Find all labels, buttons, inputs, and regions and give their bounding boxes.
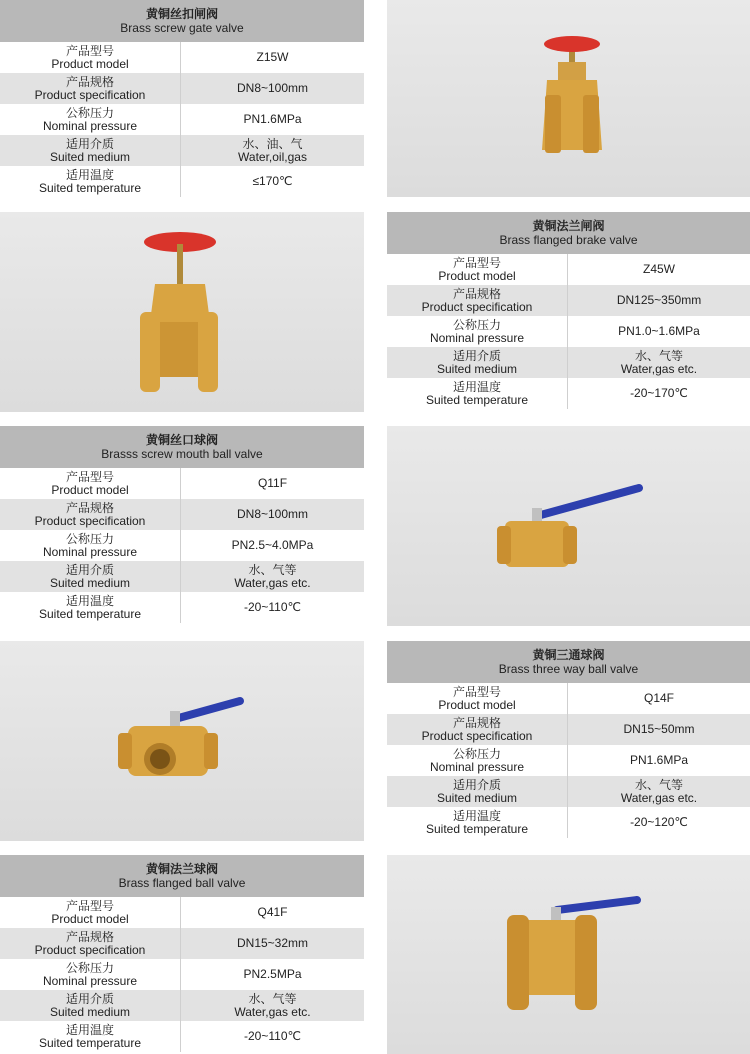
- spec-row-specification: [0, 73, 364, 104]
- spec-row-specification: [387, 285, 750, 316]
- label-zh: 产品规格: [65, 929, 114, 944]
- label-zh: 产品型号: [65, 43, 114, 58]
- label-en: Product model: [51, 56, 129, 71]
- label-zh: 适用介质: [65, 136, 114, 151]
- label-zh: 产品规格: [65, 74, 114, 89]
- label-zh: 适用介质: [65, 562, 114, 577]
- label-en: Product specification: [421, 299, 533, 314]
- spec-value: PN1.6MPa: [243, 112, 302, 126]
- product-photo-three-way-valve: [0, 641, 364, 841]
- spec-value: DN15~50mm: [623, 722, 695, 736]
- spec-value: -20~170℃: [630, 386, 688, 400]
- label-en: Product model: [438, 268, 516, 283]
- spec-table-header: [0, 0, 364, 42]
- spec-value-zh: 水、油、气: [242, 136, 303, 151]
- spec-value: Z45W: [642, 262, 675, 276]
- label-zh: 产品型号: [452, 255, 501, 270]
- spec-value: Q11F: [257, 476, 288, 490]
- spec-table-flanged-ball-valve: [0, 855, 364, 1052]
- spec-value-zh: 水、气等: [634, 348, 683, 363]
- label-en: Suited medium: [436, 361, 518, 376]
- spec-value: ≤170℃: [252, 174, 293, 188]
- label-en: Suited temperature: [38, 606, 142, 621]
- spec-value: Water,gas etc.: [620, 361, 698, 376]
- spec-table-header: [387, 641, 750, 683]
- spec-value: Water,gas etc.: [620, 790, 698, 805]
- product-name-zh: 黄铜三通球阀: [532, 648, 605, 662]
- label-zh: 产品规格: [452, 286, 501, 301]
- label-en: Nominal pressure: [42, 544, 138, 559]
- label-zh: 适用温度: [452, 808, 501, 823]
- spec-row-temperature: [0, 1021, 364, 1052]
- flanged-gate-valve-image: [0, 212, 364, 412]
- spec-value: DN125~350mm: [616, 293, 702, 307]
- label-zh: 适用介质: [452, 777, 501, 792]
- spec-table-ball-valve: [0, 426, 364, 623]
- spec-value: Q14F: [643, 691, 674, 705]
- label-en: Nominal pressure: [42, 973, 138, 988]
- product-name-en: Brasss screw mouth ball valve: [101, 447, 263, 461]
- label-zh: 适用温度: [65, 593, 114, 608]
- label-zh: 产品型号: [65, 898, 114, 913]
- label-zh: 产品型号: [452, 684, 501, 699]
- label-zh: 产品型号: [65, 469, 114, 484]
- spec-table-header: [0, 426, 364, 468]
- spec-row-specification: [387, 714, 750, 745]
- label-en: Product model: [51, 911, 129, 926]
- flanged-ball-valve-image: [387, 855, 750, 1054]
- product-photo-flanged-gate-valve: [0, 212, 364, 412]
- spec-table-header: [0, 855, 364, 897]
- spec-row-specification: [0, 928, 364, 959]
- product-photo-flanged-ball-valve: [387, 855, 750, 1054]
- label-zh: 产品规格: [65, 500, 114, 515]
- spec-value-zh: 水、气等: [248, 562, 297, 577]
- spec-value: PN1.0~1.6MPa: [618, 324, 700, 338]
- label-zh: 适用温度: [65, 167, 114, 182]
- label-zh: 产品规格: [452, 715, 501, 730]
- label-en: Suited temperature: [38, 180, 142, 195]
- label-en: Product model: [438, 697, 516, 712]
- three-way-valve-image: [0, 641, 364, 841]
- spec-row-specification: [0, 499, 364, 530]
- spec-value: -20~110℃: [244, 1029, 301, 1043]
- product-name-zh: 黄铜法兰球阀: [145, 862, 218, 876]
- spec-row-model: [387, 254, 750, 285]
- product-name-zh: 黄铜法兰闸阀: [532, 219, 605, 233]
- spec-row-temperature: [387, 378, 750, 409]
- spec-value: PN2.5MPa: [243, 967, 302, 981]
- spec-value: Z15W: [256, 50, 289, 64]
- spec-value: Water,gas etc.: [234, 575, 311, 590]
- spec-table-header: [387, 212, 750, 254]
- label-en: Suited medium: [49, 575, 131, 590]
- label-en: Product specification: [34, 87, 146, 102]
- spec-row-pressure: [0, 959, 364, 990]
- label-en: Suited medium: [436, 790, 518, 805]
- label-zh: 公称压力: [65, 531, 114, 546]
- spec-value: DN15~32mm: [236, 936, 309, 950]
- label-en: Suited temperature: [425, 821, 529, 836]
- label-en: Suited temperature: [425, 392, 529, 407]
- spec-value: -20~110℃: [244, 600, 301, 614]
- label-en: Product model: [51, 482, 129, 497]
- spec-table-three-way-valve: [387, 641, 750, 838]
- label-en: Suited medium: [49, 149, 131, 164]
- spec-row-medium: [0, 561, 364, 592]
- spec-row-medium: [0, 135, 364, 166]
- product-photo-ball-valve: [387, 426, 750, 626]
- label-zh: 适用温度: [65, 1022, 114, 1037]
- spec-row-medium: [0, 990, 364, 1021]
- spec-row-model: [0, 897, 364, 928]
- label-en: Product specification: [34, 942, 146, 957]
- label-en: Product specification: [421, 728, 533, 743]
- spec-table-flanged-gate-valve: [387, 212, 750, 409]
- spec-value: PN1.6MPa: [629, 753, 689, 767]
- label-zh: 公称压力: [452, 317, 501, 332]
- label-zh: 公称压力: [65, 105, 114, 120]
- label-en: Suited temperature: [38, 1035, 142, 1050]
- spec-row-medium: [387, 776, 750, 807]
- spec-value-zh: 水、气等: [634, 777, 683, 792]
- spec-row-temperature: [0, 166, 364, 197]
- spec-value: Water,oil,gas: [238, 149, 307, 164]
- product-photo-gate-valve: [387, 0, 750, 197]
- spec-row-temperature: [0, 592, 364, 623]
- spec-row-medium: [387, 347, 750, 378]
- spec-row-pressure: [0, 530, 364, 561]
- label-zh: 适用介质: [452, 348, 501, 363]
- spec-row-pressure: [387, 745, 750, 776]
- gate-valve-image: [387, 0, 750, 197]
- label-en: Product specification: [34, 513, 146, 528]
- product-name-en: Brass screw gate valve: [120, 21, 244, 35]
- spec-row-temperature: [387, 807, 750, 838]
- spec-row-model: [387, 683, 750, 714]
- spec-row-pressure: [387, 316, 750, 347]
- label-zh: 适用介质: [65, 991, 114, 1006]
- product-name-en: Brass flanged brake valve: [499, 233, 638, 247]
- spec-table-gate-valve: [0, 0, 364, 197]
- label-en: Nominal pressure: [429, 759, 525, 774]
- spec-row-model: [0, 42, 364, 73]
- spec-value: DN8~100mm: [236, 507, 309, 521]
- spec-value-zh: 水、气等: [248, 991, 297, 1006]
- label-en: Nominal pressure: [429, 330, 525, 345]
- label-zh: 公称压力: [65, 960, 114, 975]
- spec-row-pressure: [0, 104, 364, 135]
- spec-row-model: [0, 468, 364, 499]
- spec-value: -20~120℃: [630, 815, 688, 829]
- label-en: Nominal pressure: [42, 118, 138, 133]
- spec-value: Water,gas etc.: [234, 1004, 311, 1019]
- spec-value: PN2.5~4.0MPa: [231, 538, 314, 552]
- product-name-en: Brass three way ball valve: [498, 662, 639, 676]
- label-zh: 适用温度: [452, 379, 501, 394]
- product-name-zh: 黄铜丝扣闸阀: [145, 7, 218, 21]
- product-name-en: Brass flanged ball valve: [118, 876, 246, 890]
- label-zh: 公称压力: [452, 746, 501, 761]
- label-en: Suited medium: [49, 1004, 131, 1019]
- spec-value: DN8~100mm: [236, 81, 309, 95]
- spec-value: Q41F: [257, 905, 288, 919]
- product-name-zh: 黄铜丝口球阀: [145, 433, 218, 447]
- ball-valve-image: [387, 426, 750, 626]
